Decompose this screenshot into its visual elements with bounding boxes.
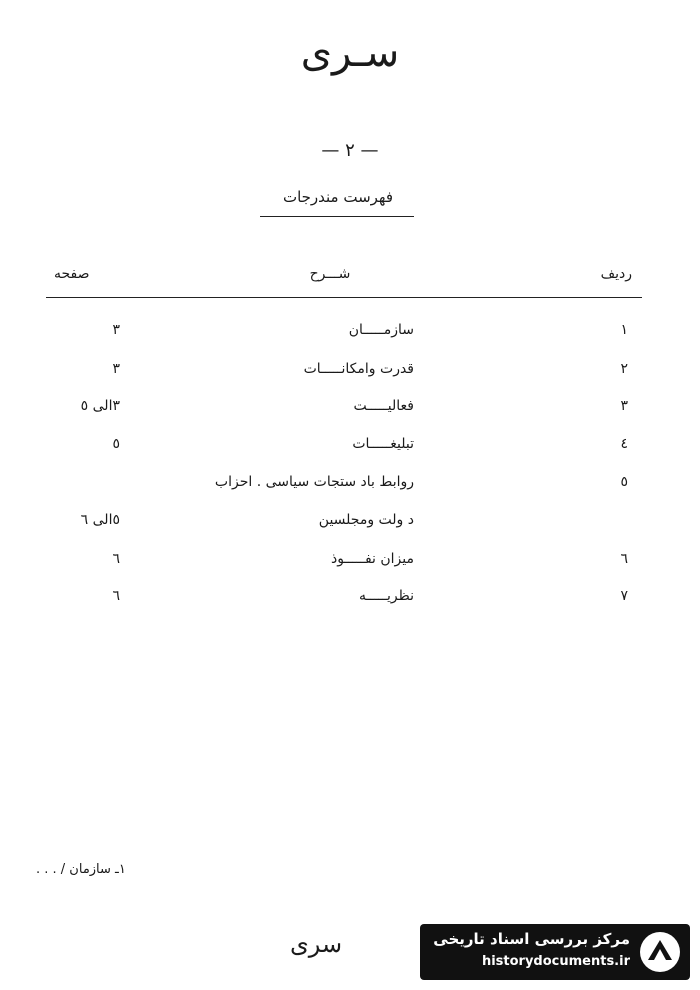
archive-logo-icon xyxy=(638,930,682,974)
toc-title: فهرست مندرجات xyxy=(282,188,394,206)
table-row xyxy=(0,474,700,498)
page-number: — ٢ — xyxy=(321,140,379,161)
row-description: قدرت وامکانـــــات xyxy=(303,361,414,377)
row-number: ٦ xyxy=(620,551,628,567)
table-row xyxy=(0,436,700,460)
row-description: روابط باد ستجات سیاسی . احزاب xyxy=(214,474,414,490)
row-page: ٦ xyxy=(112,588,120,604)
column-header-page: صفحه xyxy=(54,266,90,282)
footnote: ١ـ سازمان / . . . xyxy=(36,862,126,877)
archive-watermark xyxy=(420,924,690,980)
row-number: ٥ xyxy=(620,474,628,490)
table-row xyxy=(0,361,700,385)
table-row xyxy=(0,588,700,612)
watermark-title: مرکز بررسی اسناد تاریخی xyxy=(433,930,630,948)
row-description: فعالیـــــت xyxy=(353,398,414,414)
table-row xyxy=(0,398,700,422)
row-description: د ولت ومجلسین xyxy=(318,512,414,528)
row-number: ٤ xyxy=(620,436,628,452)
row-page: ٣ xyxy=(112,322,120,338)
table-row xyxy=(0,322,700,346)
row-page: ٣الی ٥ xyxy=(80,398,120,414)
row-page: ٦ xyxy=(112,551,120,567)
table-row xyxy=(0,512,700,536)
table-row xyxy=(0,551,700,575)
header-underline xyxy=(46,297,642,298)
column-header-row: ردیف xyxy=(600,266,632,282)
row-number: ٣ xyxy=(620,398,628,414)
row-number: ٢ xyxy=(620,361,628,377)
row-page: ٥الی ٦ xyxy=(80,512,120,528)
column-header-description: شـــرح xyxy=(309,266,351,282)
classification-stamp-bottom: سری xyxy=(290,930,343,958)
toc-title-underline xyxy=(260,216,414,217)
row-number: ٧ xyxy=(620,588,628,604)
row-page: ٥ xyxy=(112,436,120,452)
row-description: میزان نفـــــوذ xyxy=(330,551,414,567)
row-page: ٣ xyxy=(112,361,120,377)
row-number: ١ xyxy=(620,322,628,338)
row-description: تبلیغـــــات xyxy=(352,436,414,452)
classification-stamp-top: سـری xyxy=(300,30,400,76)
watermark-url: historydocuments.ir xyxy=(481,954,630,969)
row-description: نظریـــــه xyxy=(358,588,414,604)
row-description: سازمـــــان xyxy=(348,322,414,338)
